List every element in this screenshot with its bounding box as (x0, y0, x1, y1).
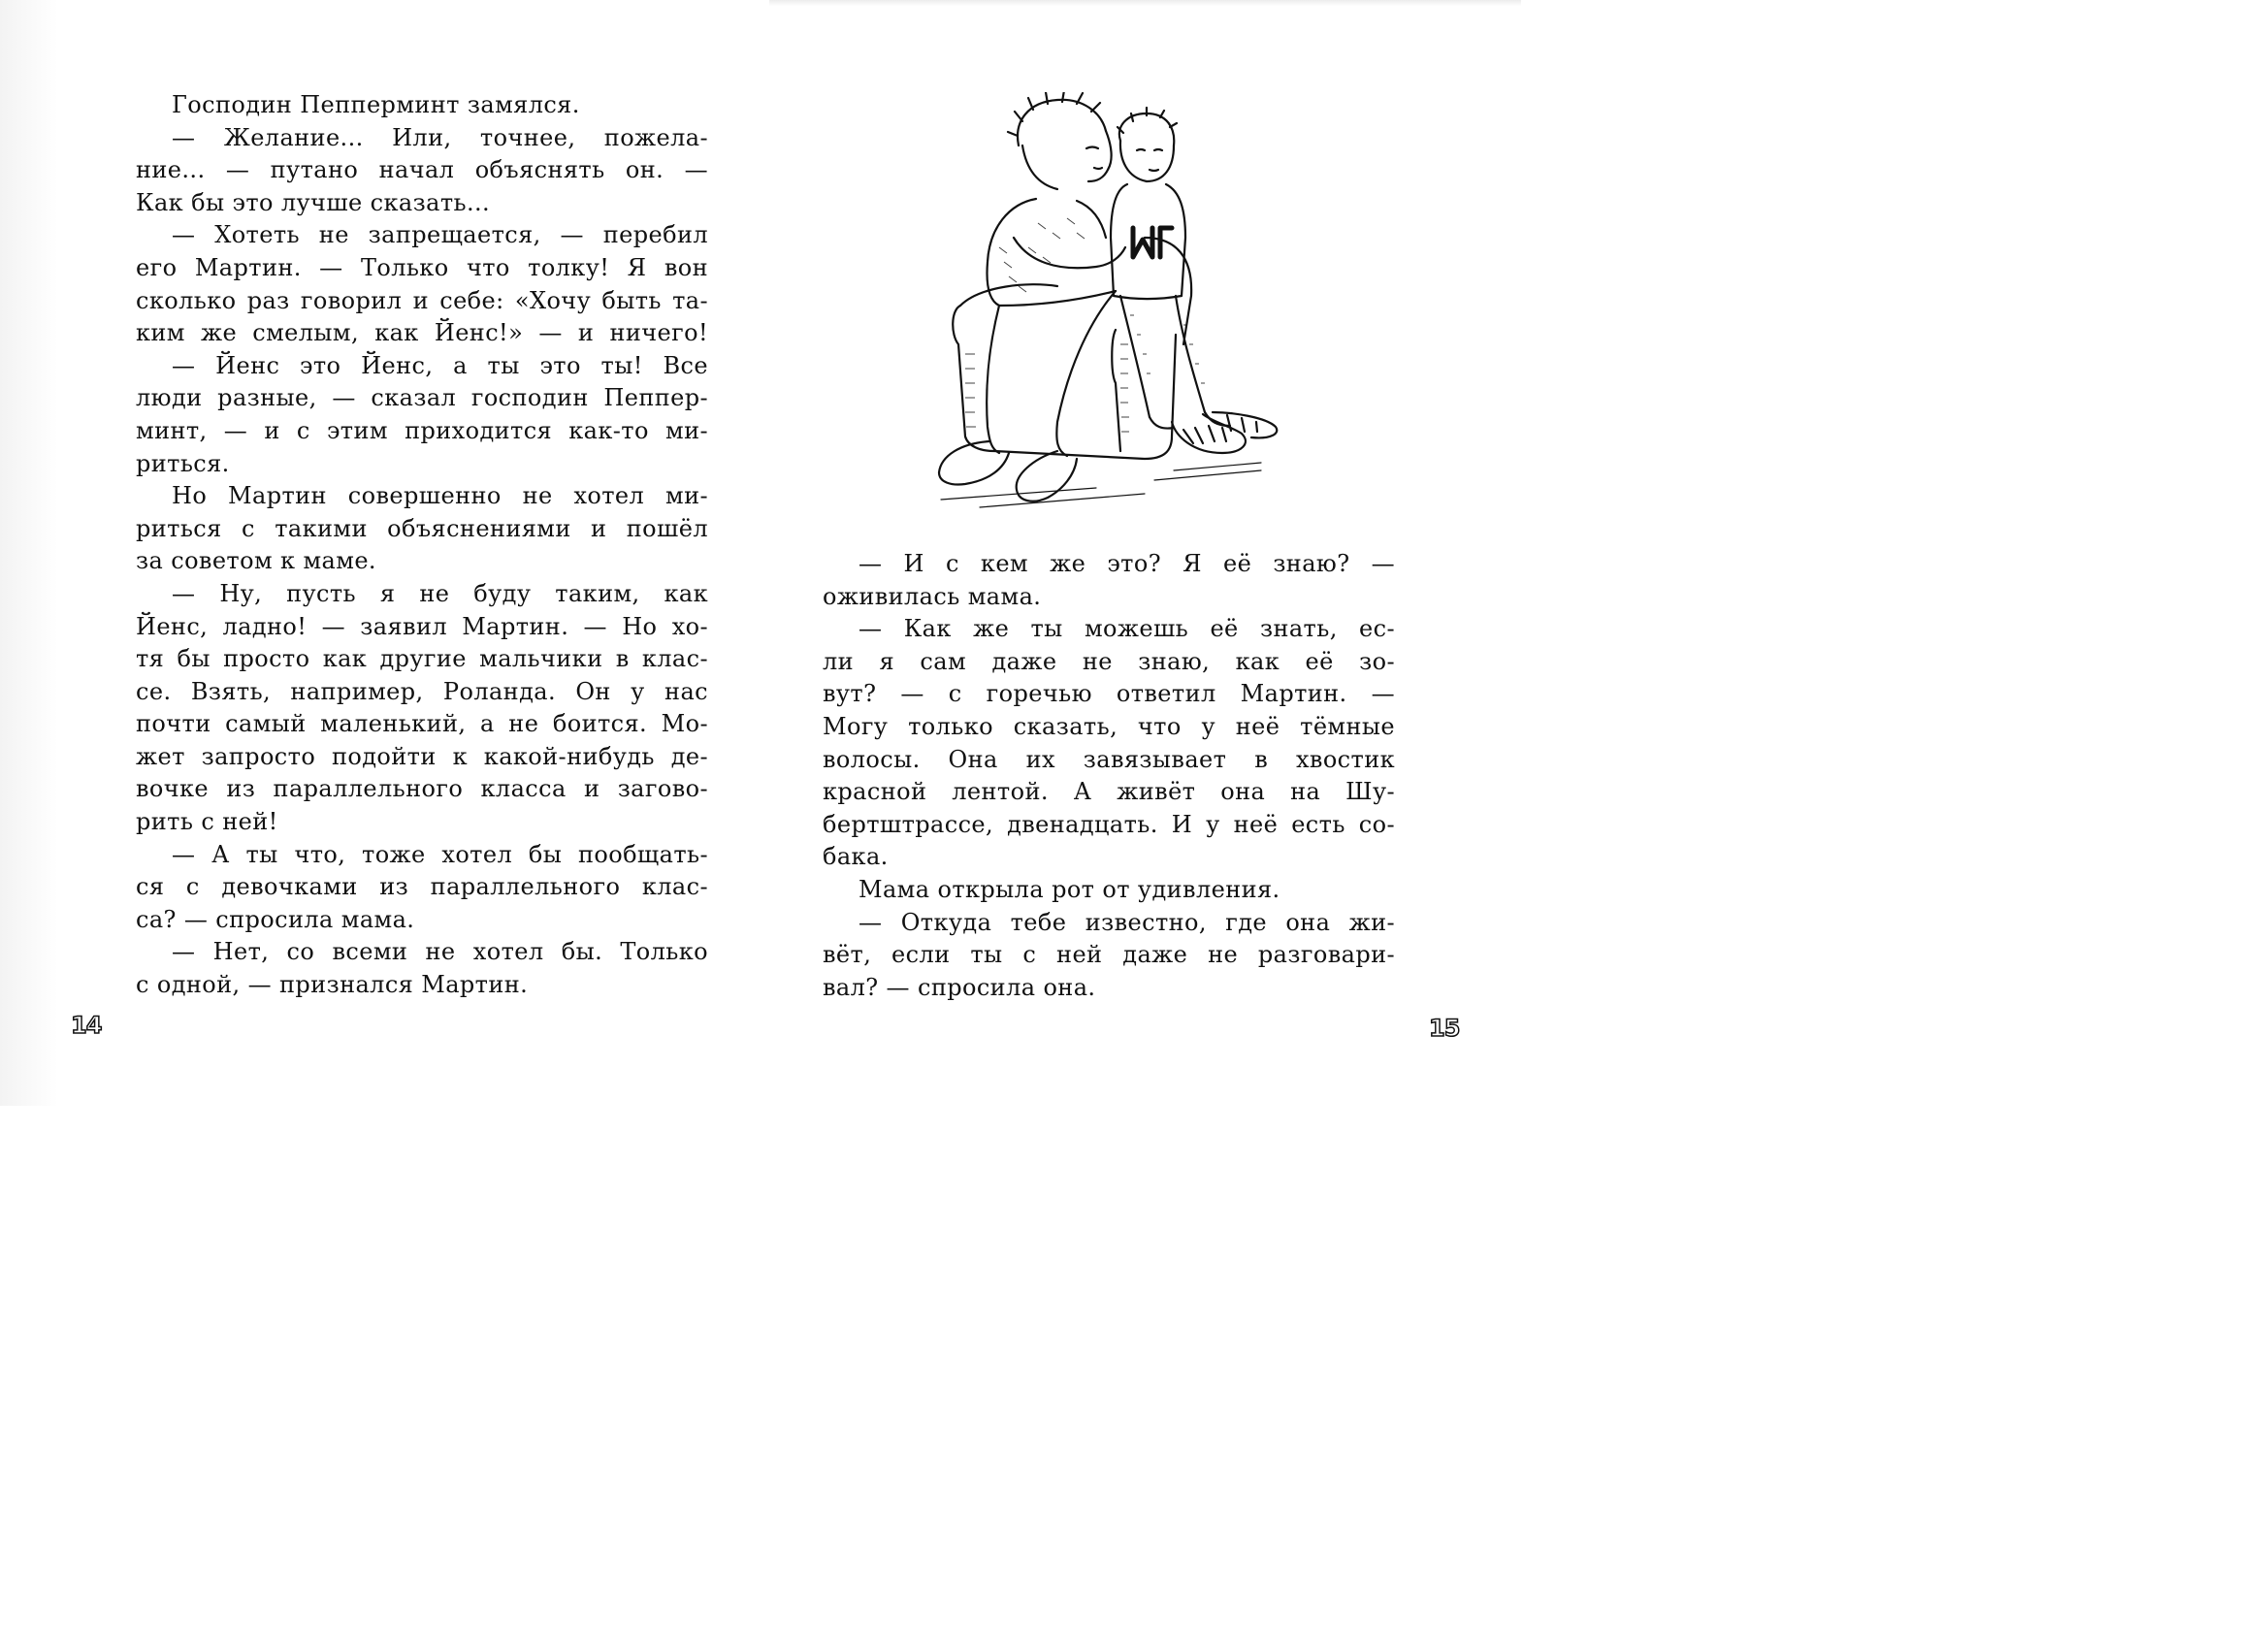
text-line: Йенс, ладно! — заявил Мартин. — Но хо- (136, 612, 708, 640)
text-line: почти самый маленький, а не боится. Мо- (136, 710, 708, 738)
text-line: — Ну, пусть я не буду таким, как (172, 579, 708, 607)
text-line: бака. (823, 843, 889, 871)
text-line: — Желание... Или, точнее, пожела- (172, 123, 708, 151)
text-line: вут? — с горечью ответил Мартин. — (823, 680, 1395, 708)
text-line: Могу только сказать, что у неё тёмные (823, 712, 1395, 740)
text-line: его Мартин. — Только что толку! Я вон (136, 253, 708, 281)
text-line: за советом к маме. (136, 547, 376, 575)
text-line: — Как же ты можешь её знать, ес- (859, 615, 1395, 643)
text-line: жет запросто подойти к какой-нибудь де- (136, 742, 708, 770)
text-line: вал? — спросила она. (823, 973, 1096, 1001)
text-line: красной лентой. А живёт она на Шу- (823, 778, 1395, 806)
text-line: риться. (136, 449, 230, 477)
text-line: сколько раз говорил и себе: «Хочу быть та- (136, 286, 708, 314)
text-line: Но Мартин совершенно не хотел ми- (172, 482, 708, 510)
text-line: Мама открыла рот от удивления. (859, 875, 1280, 903)
text-line: — Нет, со всеми не хотел бы. Только (172, 938, 708, 966)
page-number-left: 14 (71, 1012, 102, 1039)
text-line: — Хотеть не запрещается, — перебил (172, 221, 708, 249)
text-line: ли я сам даже не знаю, как её зо- (823, 647, 1395, 675)
text-line: оживилась мама. (823, 582, 1042, 610)
text-line: вочке из параллельного класса и загово- (136, 775, 708, 803)
text-line: ся с девочками из параллельного клас- (136, 873, 708, 901)
text-line: — И с кем же это? Я её знаю? — (859, 550, 1395, 577)
left-page-text (136, 89, 708, 1002)
text-line: волосы. Она их завязывает в хвостик (823, 745, 1395, 773)
text-line: вёт, если ты с ней даже не разговари- (823, 941, 1395, 969)
text-line: — А ты что, тоже хотел бы пообщать- (172, 840, 708, 868)
page-edge-shade (0, 0, 58, 1106)
page-top-edge (769, 0, 1521, 6)
text-line: люди разные, — сказал господин Пеппер- (136, 384, 708, 412)
right-page-text (823, 548, 1395, 1004)
text-line: тя бы просто как другие мальчики в клас- (136, 645, 708, 673)
text-line: — Йенс это Йенс, а ты это ты! Все (172, 351, 708, 379)
illustration-boy-and-mother-on-armchair (922, 92, 1290, 519)
text-line: се. Взять, например, Роланда. Он у нас (136, 677, 708, 705)
page-number-right: 15 (1429, 1015, 1460, 1042)
text-line: са? — спросила мама. (136, 905, 415, 933)
text-line: бертштрассе, двенадцать. И у неё есть со- (823, 810, 1395, 838)
text-line: минт, — и с этим приходится как-то ми- (136, 416, 708, 444)
text-line: с одной, — признался Мартин. (136, 971, 529, 999)
text-line: ким же смелым, как Йенс!» — и ничего! (136, 319, 708, 347)
book-spread (0, 0, 1521, 1106)
text-line: Господин Пепперминт замялся. (172, 91, 580, 118)
text-line: Как бы это лучше сказать... (136, 188, 491, 216)
text-line: — Откуда тебе известно, где она жи- (859, 908, 1395, 936)
text-line: ние... — путано начал объяснять он. — (136, 156, 708, 184)
text-line: риться с такими объяснениями и пошёл (136, 514, 708, 542)
text-line: рить с ней! (136, 808, 278, 836)
